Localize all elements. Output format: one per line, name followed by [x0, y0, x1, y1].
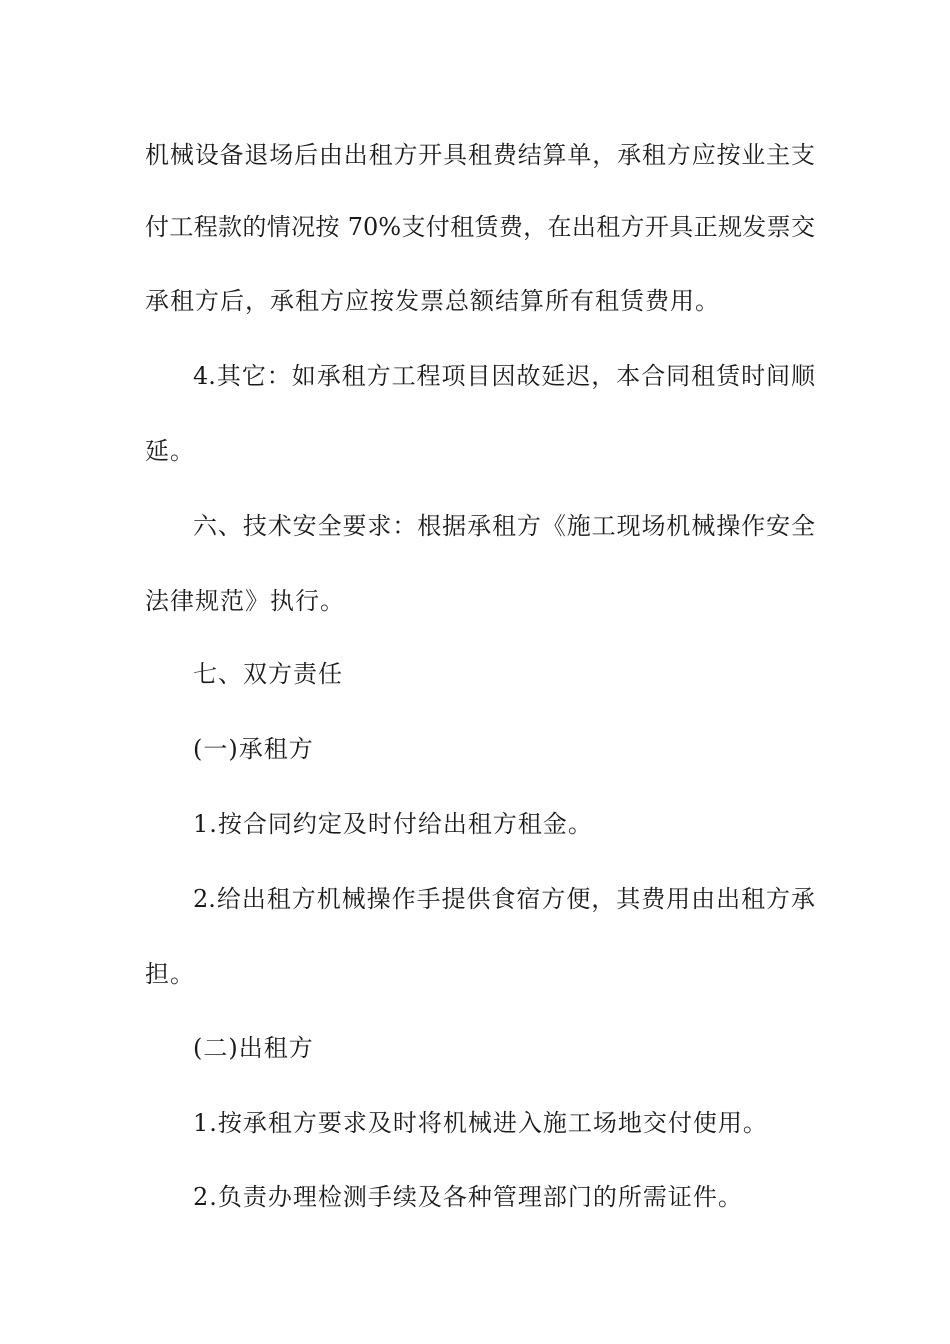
clause-other-line: 延。	[145, 437, 195, 465]
subsection-lessor-heading: (二)出租方	[193, 1034, 314, 1062]
section-seven-heading: 七、双方责任	[193, 660, 343, 688]
lessee-item-2: 担。	[145, 960, 195, 988]
section-six-heading: 六、技术安全要求：根据承租方《施工现场机械操作安全	[193, 512, 815, 540]
body-text-line: 承租方后，承租方应按发票总额结算所有租赁费用。	[145, 287, 720, 315]
subsection-lessee-heading: (一)承租方	[193, 735, 314, 763]
body-text-line: 付工程款的情况按 70%支付租赁费，在出租方开具正规发票交	[145, 213, 815, 241]
clause-other-line: 4.其它：如承租方工程项目因故延迟，本合同租赁时间顺	[193, 362, 815, 390]
section-six-heading: 法律规范》执行。	[145, 587, 345, 615]
lessee-item-2: 2.给出租方机械操作手提供食宿方便，其费用由出租方承	[193, 885, 815, 913]
body-text-line: 机械设备退场后由出租方开具租费结算单，承租方应按业主支	[145, 141, 815, 169]
lessor-item-2: 2.负责办理检测手续及各种管理部门的所需证件。	[193, 1183, 743, 1211]
lessee-item-1: 1.按合同约定及时付给出租方租金。	[193, 810, 593, 838]
lessor-item-1: 1.按承租方要求及时将机械进入施工场地交付使用。	[193, 1109, 768, 1137]
